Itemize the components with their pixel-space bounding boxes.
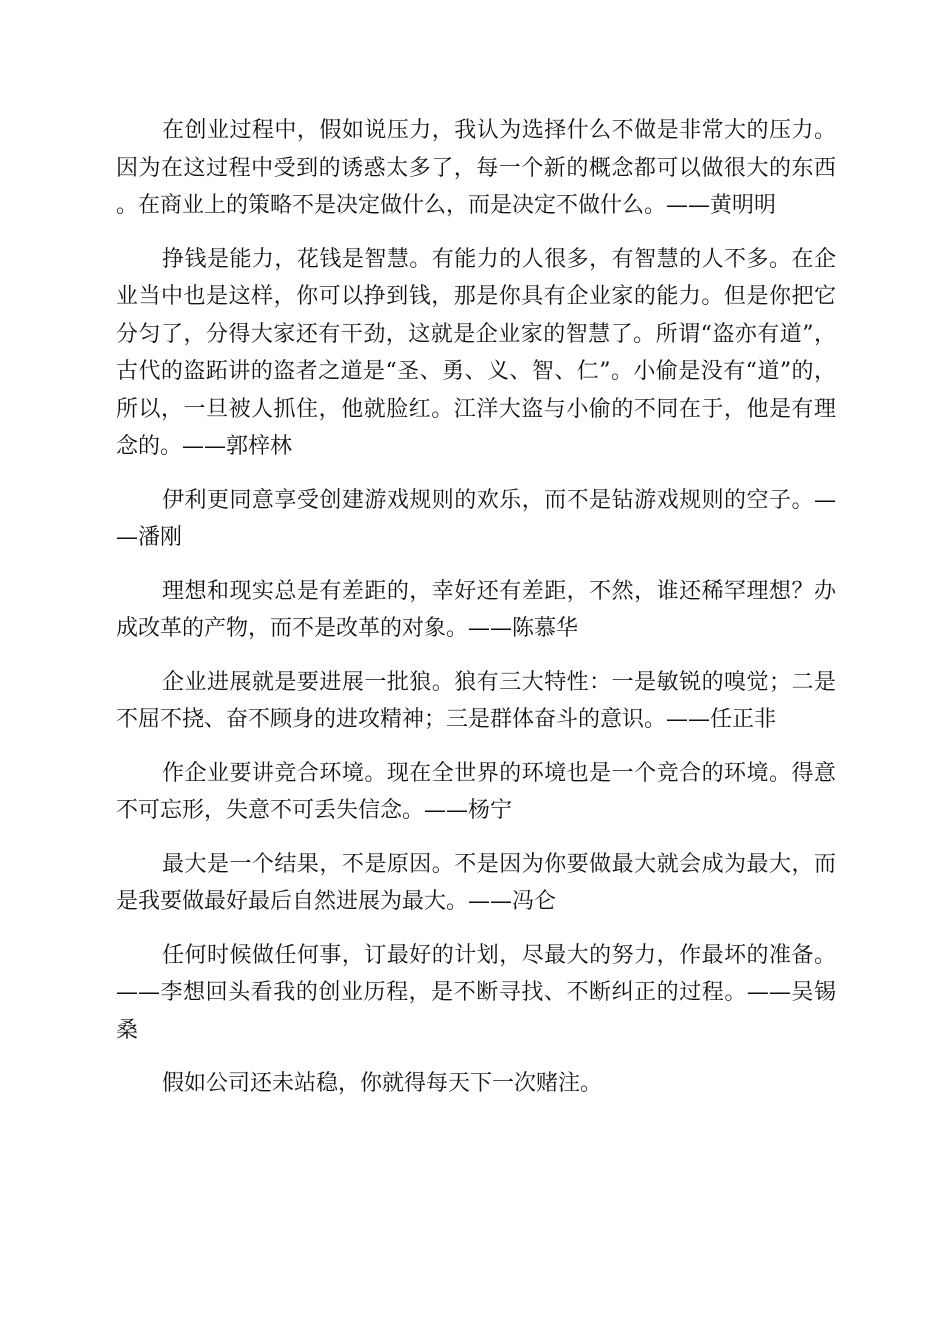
paragraph-4: 理想和现实总是有差距的，幸好还有差距，不然，谁还稀罕理想？办成改革的产物，而不是改革的对象。——陈慕华 (116, 578, 836, 641)
paragraph-3: 伊利更同意享受创建游戏规则的欢乐，而不是钻游戏规则的空子。——潘刚 (116, 487, 836, 550)
paragraph-8: 任何时候做任何事，订最好的计划，尽最大的努力，作最坏的准备。——李想回头看我的创业历程，是不断寻找、不断纠正的过程。——吴锡桑 (116, 942, 836, 1043)
paragraph-1: 在创业过程中，假如说压力，我认为选择什么不做是非常大的压力。因为在这过程中受到的诱惑太多了，每一个新的概念都可以做很大的东西。在商业上的策略不是决定做什么，而是决定不做什么。——黄明明 (116, 118, 836, 218)
paragraph-9: 假如公司还未站稳，你就得每天下一次赌注。 (162, 1071, 603, 1096)
paragraph-5: 企业进展就是要进展一批狼。狼有三大特性：一是敏锐的嗅觉；二是不屈不挠、奋不顾身的进攻精神；三是群体奋斗的意识。——任正非 (116, 669, 836, 732)
paragraph-7: 最大是一个结果，不是原因。不是因为你要做最大就会成为最大，而是我要做最好最后自然进展为最大。——冯仑 (116, 851, 836, 914)
paragraph-6: 作企业要讲竞合环境。现在全世界的环境也是一个竞合的环境。得意不可忘形，失意不可丢失信念。——杨宁 (116, 760, 836, 823)
paragraph-2: 挣钱是能力，花钱是智慧。有能力的人很多，有智慧的人不多。在企业当中也是这样，你可以挣到钱，那是你具有企业家的能力。但是你把它分匀了，分得大家还有干劲，这就是企业家的智慧了。所谓“盗亦有道”，古代的盗跖讲的盗者之道是“圣、勇、义、智、仁”。小偷是没有“道”的，所以，一旦被人抓住，他就脸红。江洋大盗与小偷的不同在于，他是有理念的。——郭梓林 (116, 246, 836, 459)
document-body (116, 112, 836, 1119)
